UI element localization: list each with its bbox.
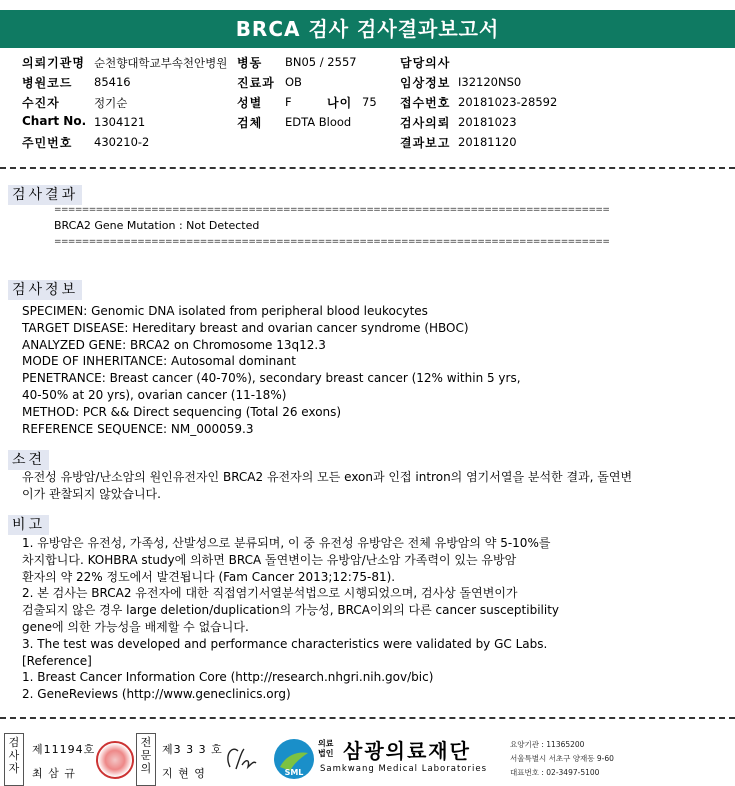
value-ward: BN05 / 2557 (285, 55, 357, 69)
remarks-line: 1. Breast Cancer Information Core (http://research.nhgri.nih.gov/bic) (22, 670, 434, 685)
opinion-line: 유전성 유방암/난소암의 원인유전자인 BRCA2 유전자의 모든 exon과 인접 intron의 염기서열을 분석한 결과, 돌연변 (22, 470, 633, 484)
remarks-line: 검출되지 않은 경우 large deletion/duplication의 가능성, BRCA이외의 다른 cancer susceptibility (22, 603, 560, 618)
label-sex: 성별 (237, 96, 263, 110)
label-doctor: 담당의사 (400, 56, 451, 70)
section-title-remarks: 비고 (8, 515, 49, 535)
label-hospital-code: 병원코드 (22, 76, 73, 90)
test-info-line: ANALYZED GENE: BRCA2 on Chromosome 13q12.3 (22, 337, 326, 352)
label-chart-no: Chart No. (22, 114, 87, 128)
label-request-date: 검사의뢰 (400, 116, 451, 130)
remarks-line: 환자의 약 22% 정도에서 발견됩니다 (Fam Cancer 2013;12:75-81). (22, 569, 396, 584)
test-info-line: METHOD: PCR && Direct sequencing (Total 26 exons) (22, 404, 342, 419)
value-department: OB (285, 75, 302, 89)
label-specimen: 검체 (237, 116, 263, 130)
label-clinical-info: 임상정보 (400, 76, 451, 90)
label-resident-no: 주민번호 (22, 136, 73, 150)
label-patient: 수진자 (22, 96, 60, 110)
remarks-line: 1. 유방암은 유전성, 가족성, 산발성으로 분류되며, 이 중 유전성 유방암은 전체 유방암의 약 5-10%를 (22, 536, 551, 550)
separator-line-top: ================================================================================ (54, 205, 610, 215)
report-title: BRCA 검사 검사결과보고서 (0, 10, 735, 48)
section-title-opinion: 소견 (8, 450, 49, 470)
value-chart-no: 1304121 (94, 115, 146, 129)
value-patient: 정기순 (94, 96, 128, 110)
value-specimen: EDTA Blood (285, 115, 352, 129)
divider (0, 167, 735, 169)
separator-line-bottom: ================================================================================ (54, 237, 610, 247)
value-report-date: 20181120 (458, 135, 517, 149)
value-clinical-info: I32120NS0 (458, 75, 522, 89)
value-request-date: 20181023 (458, 115, 517, 129)
footer-divider (0, 717, 735, 719)
sml-logo-icon (272, 737, 316, 781)
value-resident-no: 430210-2 (94, 135, 150, 149)
label-ward: 병동 (237, 56, 263, 70)
seal-stamp (96, 741, 134, 779)
value-sex: F (285, 95, 292, 109)
label-age: 나이 (327, 96, 353, 110)
label-institution: 의뢰기관명 (22, 56, 85, 70)
value-age: 75 (362, 95, 377, 109)
value-hospital-code: 85416 (94, 75, 131, 89)
specialist-name: 지 현 영 (162, 767, 206, 780)
opinion-line: 이가 관찰되지 않았습니다. (22, 486, 161, 501)
remarks-line: 2. 본 검사는 BRCA2 유전자에 대한 직접염기서열분석법으로 시행되었으며, 검사상 돌연변이가 (22, 586, 518, 601)
corp-type: 의료 법인 (318, 739, 334, 758)
test-info-body (22, 303, 521, 437)
logo-text: SML (284, 768, 304, 777)
remarks-line: gene에 의한 가능성을 배제할 수 없습니다. (22, 619, 249, 634)
phone: 대표번호 : 02-3497-5100 (510, 768, 600, 777)
signature-footer (0, 733, 735, 786)
tester-license: 제11194호 (32, 743, 96, 756)
value-receipt-no: 20181023-28592 (458, 95, 558, 109)
section-title-result: 검사결과 (8, 185, 82, 205)
remarks-line: 차지합니다. KOHBRA study에 의하면 BRCA 돌연변이는 유방암/난소암 가족력이 있는 유방암 (22, 552, 517, 567)
specialist-license: 제3 3 3 호 (162, 743, 223, 756)
test-info-line: TARGET DISEASE: Hereditary breast and ovarian cancer syndrome (HBOC) (22, 320, 469, 335)
label-department: 진료과 (237, 76, 275, 90)
label-report-date: 결과보고 (400, 136, 451, 150)
test-info-line: REFERENCE SEQUENCE: NM_000059.3 (22, 421, 254, 436)
result-text: BRCA2 Gene Mutation : Not Detected (54, 219, 260, 232)
test-info-line: PENETRANCE: Breast cancer (40-70%), secondary breast cancer (12% within 5 yrs, (22, 371, 521, 386)
tester-name: 최 삼 규 (32, 767, 76, 780)
address: 서울특별시 서초구 양재동 9-60 (510, 754, 614, 763)
test-info-line: 40-50% at 20 yrs), ovarian cancer (11-18%) (22, 387, 287, 402)
corp-english-name: Samkwang Medical Laboratories (320, 764, 488, 774)
opinion-body (22, 469, 632, 503)
remarks-line: [Reference] (22, 653, 92, 668)
remarks-body (22, 535, 559, 703)
test-info-line: MODE OF INHERITANCE: Autosomal dominant (22, 354, 296, 369)
test-info-line: SPECIMEN: Genomic DNA isolated from peripheral blood leukocytes (22, 304, 428, 318)
label-tester: 검사자 (4, 733, 24, 786)
signature-image (222, 741, 260, 777)
institution-code: 요양기관 : 11365200 (510, 740, 585, 749)
value-institution: 순천향대학교부속천안병원 (94, 56, 228, 70)
remarks-line: 2. GeneReviews (http://www.geneclinics.org) (22, 687, 291, 702)
corp-name: 삼광의료재단 (343, 739, 471, 763)
remarks-line: 3. The test was developed and performance characteristics were validated by GC Labs. (22, 636, 548, 651)
section-title-test-info: 검사정보 (8, 280, 82, 300)
label-receipt-no: 접수번호 (400, 96, 451, 110)
label-specialist: 전문의 (136, 733, 156, 786)
